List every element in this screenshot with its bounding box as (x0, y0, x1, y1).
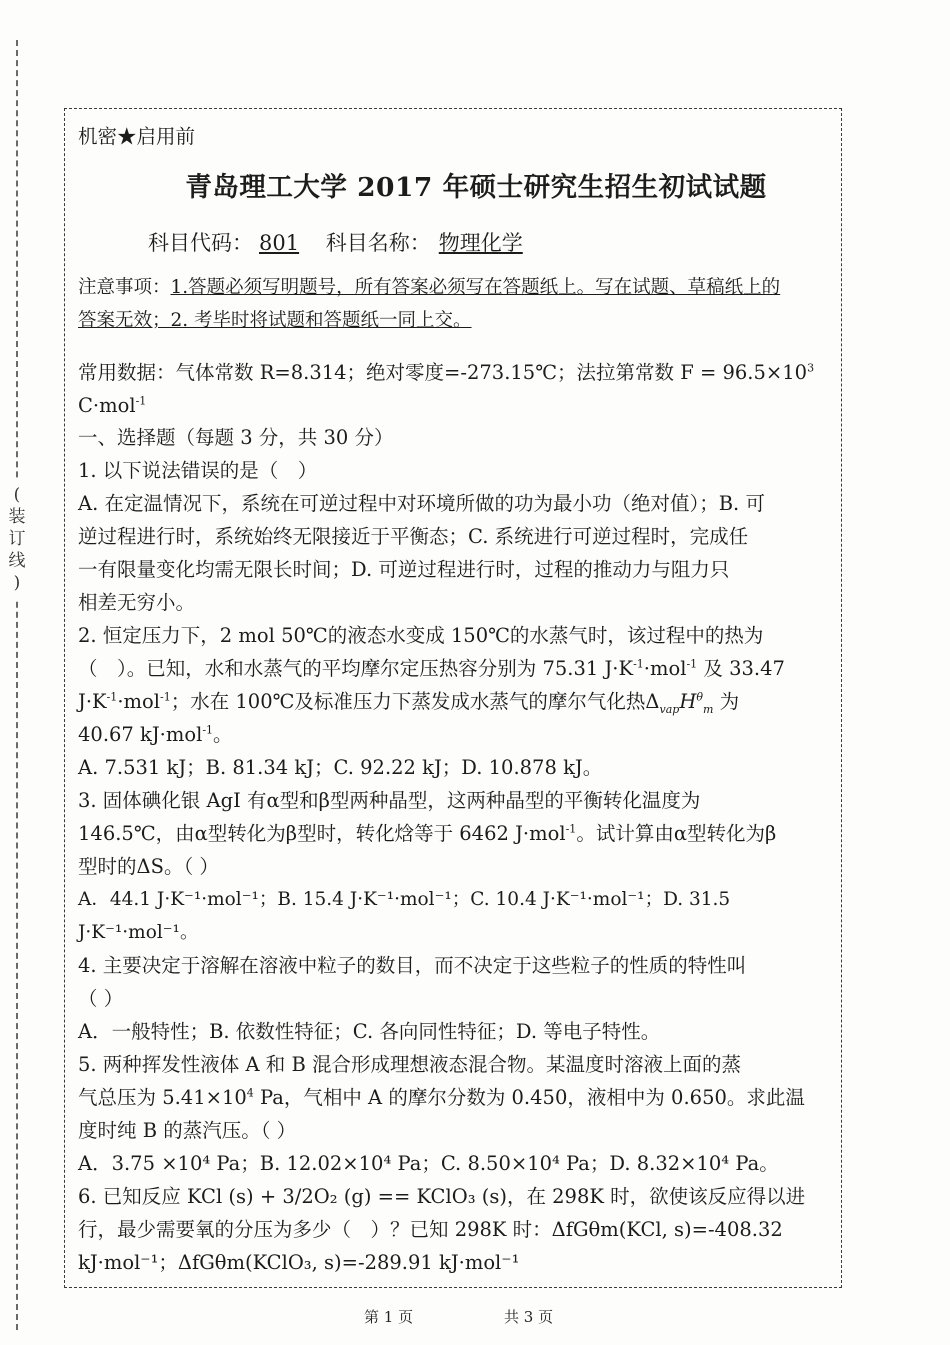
notice-label: 注意事项： (78, 277, 171, 298)
question-6: 6. 已知反应 KCl (s) + 3/2O₂ (g) == KClO₃ (s)，在 298K 时，欲使该反应得以进 行，最少需要氧的分压为多少（ ）？已知 298K 时：ΔfGθm(KCl, s)=-408.32 kJ·mol⁻¹；ΔfGθm(KClO₃, s)=-289.91 kJ·mol⁻¹ (78, 1185, 806, 1274)
page-title: 青岛理工大学 2017 年硕士研究生招生初试试题 (185, 172, 767, 203)
subject-name-value: 物理化学 (438, 231, 523, 255)
constants-block: 常用数据：气体常数 R=8.314；绝对零度=-273.15℃；法拉第常数 $F = 96.5\times 10^3$ C·mol$^{-1}$ (78, 361, 815, 417)
notice-line-2: 答案无效；2. 考毕时将试题和答题纸一同上交。 (78, 310, 472, 331)
question-3: 3. 固体碘化银 AgI 有α型和β型两种晶型，这两种晶型的平衡转化温度为 146.5℃，由α型转化为β型时，转化焓等于 6462 J·mol$^{-1}$。试计算由α型转化为β 型时的ΔS。（ ） A．44.1 J·K⁻¹·mol⁻¹；B. 15.4 J·K⁻¹·mol⁻¹；C. 10.4 J·K⁻¹·mol⁻¹；D. 31.5 J·K⁻¹·mol⁻¹。 (78, 784, 834, 949)
section-title: 一、选择题（每题 3 分，共 30 分） (78, 426, 394, 449)
page-total: 共 3 页 (504, 1308, 554, 1326)
question-4: 4. 主要决定于溶解在溶液中粒子的数目，而不决定于这些粒子的性质的特性叫 （ ） A．一般特性；B. 依数性特征；C. 各向同性特征；D. 等电子特性。 (78, 949, 834, 1048)
question-2-options: A. 7.531 kJ；B. 81.34 kJ；C. 92.22 kJ；D. 10.878 kJ。 (78, 756, 603, 779)
notice-line-1: 1.答题必须写明题号，所有答案必须写在答题纸上。写在试题、草稿纸上的 (170, 277, 781, 298)
question-3-options: A．44.1 J·K⁻¹·mol⁻¹；B. 15.4 J·K⁻¹·mol⁻¹；C. 10.4 J·K⁻¹·mol⁻¹；D. 31.5 J·K⁻¹·mol⁻¹。 (78, 889, 731, 943)
exam-content (78, 120, 834, 1279)
subject-code-label: 科目代码： (148, 231, 253, 255)
question-5-options: A．3.75 ×10⁴ Pa；B. 12.02×10⁴ Pa；C. 8.50×10⁴ Pa；D. 8.32×10⁴ Pa。 (78, 1152, 779, 1175)
subject-code-value: 801 (259, 231, 300, 255)
question-1: 1. 以下说法错误的是（ ） A. 在定温情况下，系统在可逆过程中对环境所做的功为最小功（绝对值）；B. 可 逆过程进行时，系统始终无限接近于平衡态；C. 系统进行可逆过程时，完成任 一有限量变化均需无限长时间；D. 可逆过程进行时，过程的推动力与阻力只 相差无穷小。 (78, 459, 765, 614)
question-4-options: A．一般特性；B. 依数性特征；C. 各向同性特征；D. 等电子特性。 (78, 1020, 661, 1043)
notice-block (78, 271, 834, 337)
binding-label: ( 装 订 线 ) (6, 478, 28, 600)
question-2: 2. 恒定压力下，2 mol 50℃的液态水变成 150℃的水蒸气时，该过程中的热为 （ ）。已知，水和水蒸气的平均摩尔定压热容分别为 75.31 $J\cdot K^{-1}\cdot mol^{-1}$ 及 33.47 $J\cdot K^{-1}\cdot mol^{-1}$；水在 100℃及标准压力下蒸发成水蒸气的摩尔气化热$\Delta_{vap}H^\theta_m$ 为 40.67 kJ·mol$^{-1}$。 A. 7.531 kJ；B. 81.34 kJ；C. 92.22 kJ；D. 10.878 kJ。 (78, 619, 834, 784)
confidential-label: 机密★启用前 (78, 125, 196, 148)
subject-name-label: 科目名称： (325, 231, 431, 255)
binding-dashed-line (16, 40, 18, 1330)
question-5: 5. 两种挥发性液体 A 和 B 混合形成理想液态混合物。某温度时溶液上面的蒸 气总压为 $5.41\times 10^4$ Pa，气相中 A 的摩尔分数为 0.450，液相中为 0.650。求此温 度时纯 B 的蒸汽压。（ ） A．3.75 ×10⁴ Pa；B. 12.02×10⁴ Pa；C. 8.50×10⁴ Pa；D. 8.32×10⁴ Pa。 (78, 1048, 834, 1180)
page-number: 第 1 页 (364, 1308, 414, 1326)
subject-line (148, 221, 834, 265)
